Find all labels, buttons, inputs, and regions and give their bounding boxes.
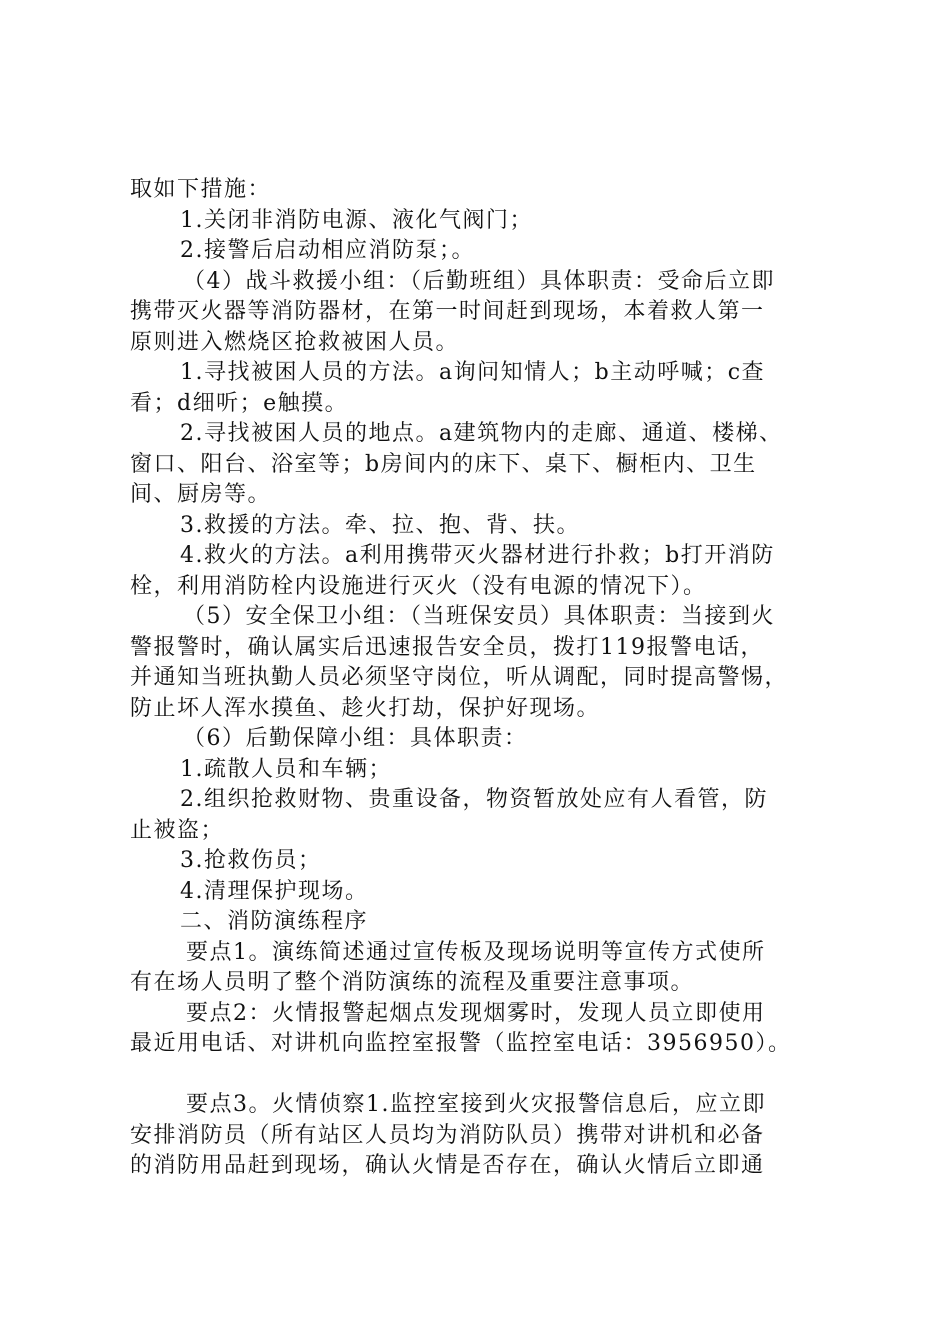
text-line: 警报警时，确认属实后迅速报告安全员，拨打119报警电话， [130, 634, 764, 660]
text-line: 的消防用品赶到现场，确认火情是否存在，确认火情后立即通 [130, 1153, 765, 1178]
text-line: 最近用电话、对讲机向监控室报警（监控室电话：3956950）。 [130, 1031, 792, 1056]
section-heading-line: （5）安全保卫小组：（当班保安员）具体职责：当接到火 [183, 604, 775, 629]
text-line: 有在场人员明了整个消防演练的流程及重要注意事项。 [130, 970, 695, 995]
text-line: 安排消防员（所有站区人员均为消防队员）携带对讲机和必备 [130, 1122, 765, 1148]
text-line: 取如下措施： [130, 177, 272, 202]
list-item: 4.救火的方法。a利用携带灭火器材进行扑救；b打开消防 [180, 543, 775, 568]
list-item: 2.接警后启动相应消防泵；。 [180, 238, 475, 263]
section-heading-line: （4）战斗救援小组：（后勤班组）具体职责：受命后立即 [183, 268, 775, 294]
list-item: 1.寻找被困人员的方法。a询问知情人；b主动呼喊；c查 [180, 360, 766, 385]
document-body [130, 175, 835, 1182]
list-item: 1.关闭非消防电源、液化气阀门； [180, 207, 533, 233]
key-point-line: 要点3。火情侦察1.监控室接到火灾报警信息后，应立即 [186, 1092, 766, 1117]
key-point-line: 要点2：火情报警起烟点发现烟雾时，发现人员立即使用 [186, 1000, 766, 1026]
text-line: 止被盗； [130, 817, 225, 843]
text-line: 并通知当班执勤人员必须坚守岗位，听从调配，同时提高警惕， [130, 665, 789, 690]
list-item: 1.疏散人员和车辆； [180, 756, 392, 782]
section-heading-line: （6）后勤保障小组：具体职责： [183, 726, 528, 751]
text-line: 窗口、阳台、浴室等；b房间内的床下、桌下、橱柜内、卫生 [130, 451, 757, 477]
list-item: 3.抢救伤员； [180, 848, 322, 873]
list-item: 4.清理保护现场。 [180, 878, 369, 904]
text-line: 栓，利用消防栓内设施进行灭火（没有电源的情况下）。 [130, 573, 707, 599]
text-line: 原则进入燃烧区抢救被困人员。 [130, 329, 460, 355]
key-point-line: 要点1。演练简述通过宣传板及现场说明等宣传方式使所 [186, 939, 766, 965]
section-title: 二、消防演练程序 [180, 909, 369, 934]
list-item: 3.救援的方法。牵、拉、抱、背、扶。 [180, 512, 580, 538]
text-line: 携带灭火器等消防器材，在第一时间赶到现场，本着救人第一 [130, 299, 765, 324]
blank-line [130, 1060, 835, 1091]
text-line: 防止坏人浑水摸鱼、趁火打劫，保护好现场。 [130, 695, 601, 721]
list-item: 2.组织抢救财物、贵重设备，物资暂放处应有人看管，防 [180, 787, 768, 812]
list-item: 2.寻找被困人员的地点。a建筑物内的走廊、通道、楼梯、 [180, 421, 783, 446]
text-line: 间、厨房等。 [130, 482, 272, 507]
text-line: 看；d细听；e触摸。 [130, 390, 349, 416]
